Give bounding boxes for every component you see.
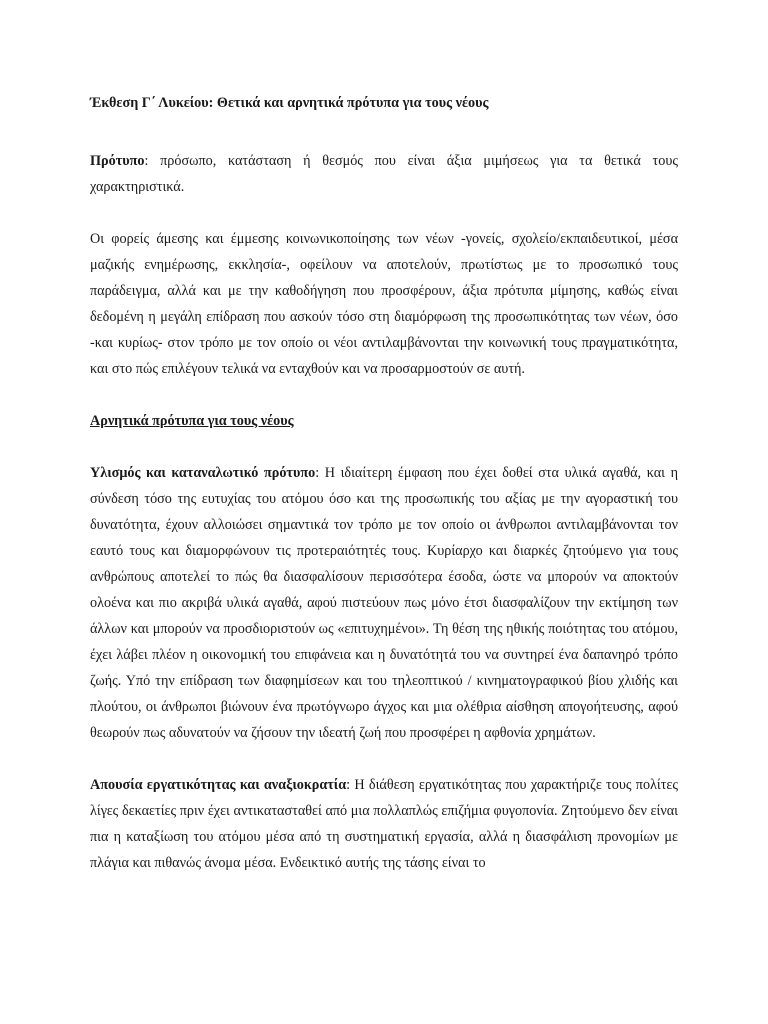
section-term: Υλισμός και καταναλωτικό πρότυπο <box>90 465 316 481</box>
document-page <box>90 84 678 902</box>
definition-paragraph <box>90 148 678 200</box>
definition-text: : πρόσωπο, κατάσταση ή θεσμός που είναι άξια μιμήσεως για τα θετικά τους χαρακτηριστικά. <box>90 153 678 195</box>
document-title: Έκθεση Γ΄ Λυκείου: Θετικά και αρνητικά πρότυπα για τους νέους <box>90 95 489 111</box>
intro-paragraph: Οι φορείς άμεσης και έμμεσης κοινωνικοποίησης των νέων -γονείς, σχολείο/εκπαιδευτικοί, μέσα μαζικής ενημέρωσης, εκκλησία-, οφείλουν να αποτελούν, πρωτίστως με το προσωπικό τους παράδειγμα, αλλά και με την καθοδήγηση που προσφέρουν, άξια πρότυπα μίμησης, καθώς είναι δεδομένη η μεγάλη επίδραση που ασκούν τόσο στη διαμόρφωση της προσωπικότητας των νέων, όσο -και κυρίως- στον τρόπο με τον οποίο οι νέοι αντιλαμβάνονται την κοινωνική τους πραγματικότητα, και στο πώς επιλέγουν τελικά να ενταχθούν και να προσαρμοστούν σε αυτή. <box>90 231 678 377</box>
section-paragraph-materialism <box>90 460 678 746</box>
section-text: : Η ιδιαίτερη έμφαση που έχει δοθεί στα υλικά αγαθά, και η σύνδεση τόσο της ευτυχίας του ατόμου όσο και της προσωπικής του αξίας με την αγοραστική του δυνατότητα, έχουν αλλοιώσει σημαντικά τον τρόπο με τον οποίο οι άνθρωποι αντιλαμβάνονται τον εαυτό τους και διαμορφώνουν τις προτεραιότητές τους. Κυρίαρχο και διαρκές ζητούμενο για τους ανθρώπους αποτελεί το πώς θα διασφαλίσουν περισσότερα έσοδα, ώστε να μπορούν να αποκτούν ολοένα και πιο ακριβά υλικά αγαθά, αφού πιστεύουν πως μόνο έτσι διασφαλίζουν την εκτίμηση των άλλων και μπορούν να προσδιοριστούν ως «επιτυχημένοι». Τη θέση της ηθικής ποιότητας του ατόμου, έχει λάβει πλέον η οικονομική του επιφάνεια και η δυνατότητά του να συντηρεί ένα δαπανηρό τρόπο ζωής. Υπό την επίδραση των διαφημίσεων και του τηλεοπτικού / κινηματογραφικού βίου χλιδής και πλούτου, οι άνθρωποι βιώνουν ένα πρωτόγνωρο άγχος και μια ολέθρια αίσθηση απογοήτευσης, αφού θεωρούν πως αδυνατούν να ζήσουν την ιδεατή ζωή που προσφέρει η αφθονία χρημάτων. <box>90 465 678 741</box>
section-text: : Η διάθεση εργατικότητας που χαρακτήριζε τους πολίτες λίγες δεκαετίες πριν έχει αντικατασταθεί από μια πολλαπλώς επιζήμια φυγοπονία. Ζητούμενο δεν είναι πια η καταξίωση του ατόμου μέσα από τη συστηματική εργασία, αλλά η διασφάλιση προνομίων με πλάγια και πιθανώς άνομα μέσα. Ενδεικτικό αυτής της τάσης είναι το <box>90 777 679 871</box>
section-term: Απουσία εργατικότητας και αναξιοκρατία <box>90 777 347 793</box>
section-heading: Αρνητικά πρότυπα για τους νέους <box>90 413 294 429</box>
definition-term: Πρότυπο <box>90 153 145 169</box>
section-paragraph-work-ethic <box>90 772 678 876</box>
